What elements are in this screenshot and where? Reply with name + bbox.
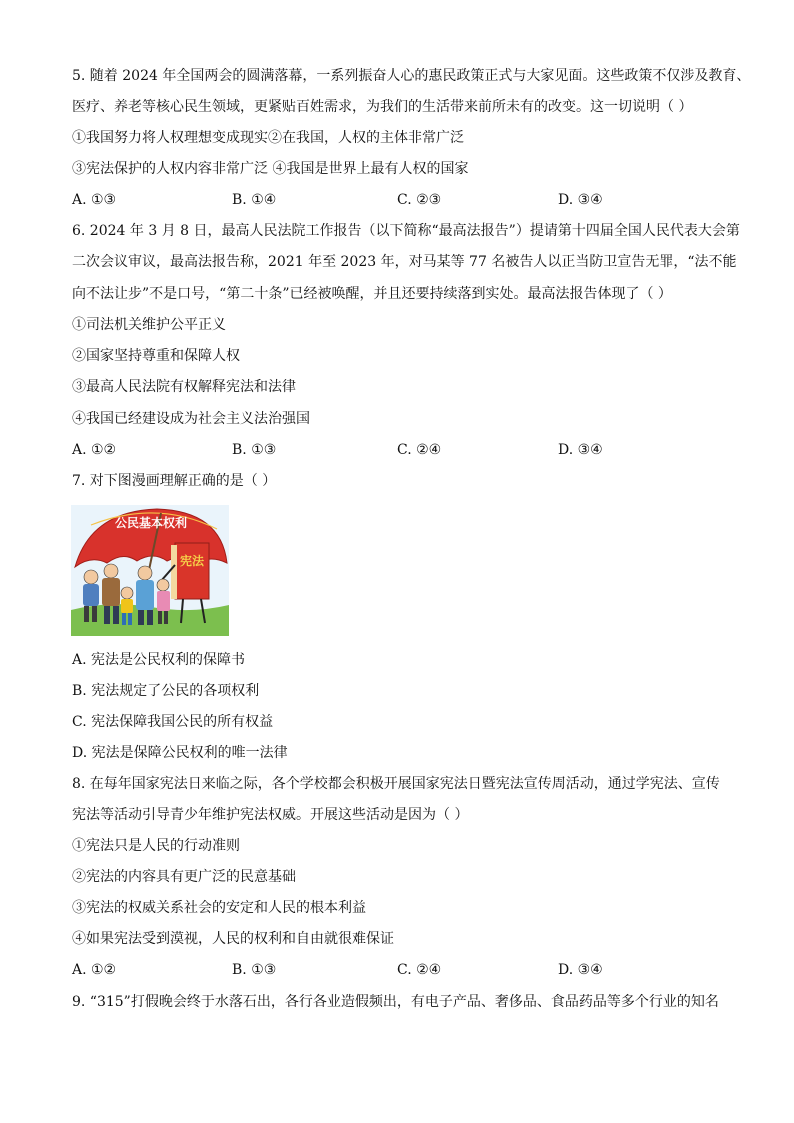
q5-option-d: D. ③④ xyxy=(558,192,603,208)
q6-statement-4: ④我国已经建设成为社会主义法治强国 xyxy=(72,411,310,427)
book-cover xyxy=(175,543,209,599)
q6-stem-line2: 二次会议审议，最高法报告称，2021 年至 2023 年，对马某等 77 名被告人以正当防卫宣告无罪，“法不能 xyxy=(72,254,737,270)
umbrella-label: 公民基本权利 xyxy=(114,516,188,530)
q7-option-c: C. 宪法保障我国公民的所有权益 xyxy=(72,714,274,730)
q8-stem-line1: 8. 在每年国家宪法日来临之际，各个学校都会积极开展国家宪法日暨宪法宣传周活动，通过学宪法、宣传 xyxy=(72,776,720,792)
q8-stem-line2: 宪法等活动引导青少年维护宪法权威。开展这些活动是因为（ ） xyxy=(72,807,469,823)
person-head xyxy=(104,564,118,578)
q5-option-b: B. ①④ xyxy=(232,192,277,208)
q6-statement-3: ③最高人民法院有权解释宪法和法律 xyxy=(72,379,296,395)
q6-option-a: A. ①② xyxy=(72,442,117,458)
q8-option-b: B. ①③ xyxy=(232,962,277,978)
q6-stem-line1: 6. 2024 年 3 月 8 日，最高人民法院工作报告（以下简称“最高法报告”）提请第十四届全国人民代表大会第 xyxy=(72,223,740,239)
q9-stem-line1: 9. “315”打假晚会终于水落石出，各行各业造假频出，有电子产品、奢侈品、食品药品等多个行业的知名 xyxy=(72,994,719,1010)
q6-statement-1: ①司法机关维护公平正义 xyxy=(72,317,226,333)
person-head xyxy=(157,579,169,591)
q5-stem-line2: 医疗、养老等核心民生领域，更紧贴百姓需求，为我们的生活带来前所未有的改变。这一切说明（ ） xyxy=(72,99,693,115)
q6-option-d: D. ③④ xyxy=(558,442,603,458)
person-body xyxy=(83,584,99,606)
person-body xyxy=(102,578,120,606)
q5-statement-2: ③宪法保护的人权内容非常广泛 ④我国是世界上最有人权的国家 xyxy=(72,161,469,177)
q6-stem-line3: 向不法让步”不是口号，“第二十条”已经被唤醒，并且还要持续落到实处。最高法报告体现了（ ） xyxy=(72,286,672,302)
q8-statement-1: ①宪法只是人民的行动准则 xyxy=(72,838,240,854)
q5-option-a: A. ①③ xyxy=(72,192,117,208)
q8-statement-3: ③宪法的权威关系社会的安定和人民的根本利益 xyxy=(72,900,366,916)
person-head xyxy=(121,587,133,599)
book-label: 宪法 xyxy=(179,554,205,568)
q8-statement-4: ④如果宪法受到漠视，人民的权利和自由就很难保证 xyxy=(72,931,394,947)
q8-option-d: D. ③④ xyxy=(558,962,603,978)
book-spine xyxy=(171,545,177,599)
q7-option-b: B. 宪法规定了公民的各项权利 xyxy=(72,683,260,699)
person-body xyxy=(157,591,170,611)
q5-stem-line1: 5. 随着 2024 年全国两会的圆满落幕，一系列振奋人心的惠民政策正式与大家见面。这些政策不仅涉及教育、 xyxy=(72,68,751,84)
person-body xyxy=(136,580,154,610)
person-head xyxy=(138,566,152,580)
q6-statement-2: ②国家坚持尊重和保障人权 xyxy=(72,348,240,364)
q6-option-c: C. ②④ xyxy=(397,442,442,458)
person-head xyxy=(84,570,98,584)
q7-option-d: D. 宪法是保障公民权利的唯一法律 xyxy=(72,745,288,761)
constitution-umbrella-cartoon xyxy=(71,505,229,636)
person-body xyxy=(121,599,133,613)
q7-option-a: A. 宪法是公民权利的保障书 xyxy=(72,652,246,668)
q6-option-b: B. ①③ xyxy=(232,442,277,458)
q8-statement-2: ②宪法的内容具有更广泛的民意基础 xyxy=(72,869,296,885)
q5-statement-1: ①我国努力将人权理想变成现实②在我国，人权的主体非常广泛 xyxy=(72,130,464,146)
q7-stem: 7. 对下图漫画理解正确的是（ ） xyxy=(72,473,277,489)
q8-option-c: C. ②④ xyxy=(397,962,442,978)
q5-option-c: C. ②③ xyxy=(397,192,442,208)
q8-option-a: A. ①② xyxy=(72,962,117,978)
